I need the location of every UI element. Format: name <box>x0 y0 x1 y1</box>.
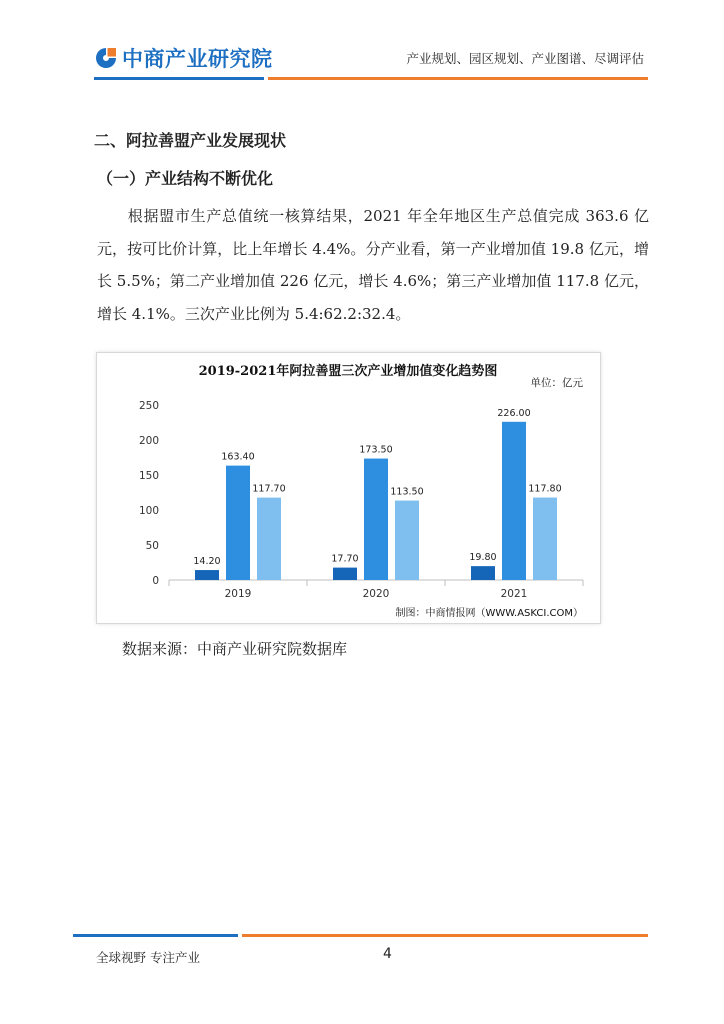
logo-text: 中商产业研究院 <box>122 47 273 71</box>
bar <box>471 566 495 580</box>
data-source-note: 数据来源：中商产业研究院数据库 <box>122 640 348 658</box>
chart-container <box>96 352 601 624</box>
bar-data-label: 113.50 <box>390 486 424 498</box>
x-tick-label: 2019 <box>224 588 252 600</box>
x-tick-label: 2021 <box>500 588 528 600</box>
bar-data-label: 226.00 <box>497 407 531 419</box>
bar-data-label: 163.40 <box>221 451 255 463</box>
company-logo <box>94 44 273 72</box>
bar-data-label: 117.80 <box>528 483 562 495</box>
y-tick-label: 50 <box>145 540 159 552</box>
x-tick-label: 2020 <box>362 588 390 600</box>
y-tick-label: 250 <box>138 400 159 412</box>
chart-plot-area <box>139 400 583 600</box>
bar-data-label: 17.70 <box>331 553 359 565</box>
header-divider-orange <box>268 77 648 80</box>
y-tick-label: 200 <box>138 435 159 447</box>
bar <box>502 422 526 580</box>
header-tagline: 产业规划、园区规划、产业图谱、尽调评估 <box>406 51 644 66</box>
bar-data-label: 19.80 <box>469 552 497 564</box>
subsection-title: （一）产业结构不断优化 <box>97 169 274 188</box>
bar-data-label: 117.70 <box>252 483 286 495</box>
footer-divider-orange <box>242 934 648 937</box>
header-divider-blue <box>94 77 264 80</box>
bar-data-label: 14.20 <box>193 556 221 568</box>
chart-unit-label: 单位：亿元 <box>530 377 583 389</box>
logo-mark-icon <box>94 46 118 70</box>
bar <box>364 459 388 580</box>
bar-data-label: 173.50 <box>359 444 393 456</box>
body-paragraph-text: 根据盟市生产总值统一核算结果，2021 年全年地区生产总值完成 363.6 亿元，按可比价计算，比上年增长 4.4%。分产业看，第一产业增加值 19.8 亿元，增长 5.5%；第二产业增加值 226 亿元，增长 4.6%；第三产业增加值 117.8 亿元，增长 4.1%。三次产业比例为 5.4:62.2:32.4。 <box>97 207 649 323</box>
chart-credit: 制图：中商情报网（WWW.ASKCI.COM） <box>395 608 583 619</box>
y-tick-label: 150 <box>138 470 159 482</box>
bar <box>333 568 357 580</box>
bar <box>195 570 219 580</box>
bar <box>395 501 419 580</box>
y-tick-label: 0 <box>152 575 159 587</box>
page-number: 4 <box>383 946 392 962</box>
y-tick-label: 100 <box>138 505 159 517</box>
bar-chart <box>97 353 600 623</box>
footer-slogan: 全球视野 专注产业 <box>96 950 200 965</box>
bar <box>226 466 250 580</box>
chart-title: 2019-2021年阿拉善盟三次产业增加值变化趋势图 <box>198 364 498 379</box>
bar <box>533 498 557 580</box>
body-paragraph <box>97 200 649 330</box>
section-title: 二、阿拉善盟产业发展现状 <box>94 131 287 150</box>
bar <box>257 498 281 580</box>
footer-divider-blue <box>73 934 238 937</box>
